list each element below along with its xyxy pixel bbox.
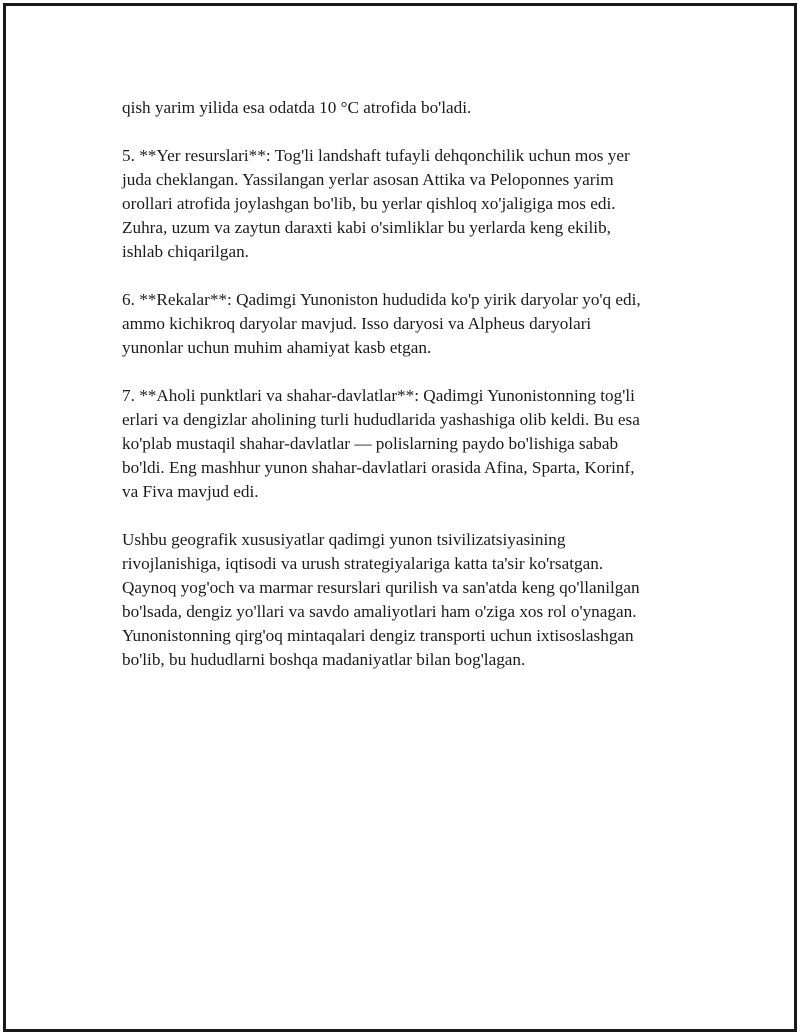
text-line: Qaynoq yog'och va marmar resurslari qurilish va san'atda keng qo'llanilgan [122,578,640,597]
text-line: yunonlar uchun muhim ahamiyat kasb etgan. [122,338,432,357]
paragraph-climate-continuation [122,96,694,120]
paragraph-conclusion [122,528,694,672]
text-line: ammo kichikroq daryolar mavjud. Isso daryosi va Alpheus daryolari [122,314,592,333]
text-line: bo'lsada, dengiz yo'llari va savdo amaliyotlari ham o'ziga xos rol o'ynagan. [122,602,637,621]
text-line: Yunonistonning qirg'oq mintaqalari dengiz transporti uchun ixtisoslashgan [122,626,634,645]
text-line: Ushbu geografik xususiyatlar qadimgi yunon tsivilizatsiyasining [122,530,566,549]
text-line: bo'ldi. Eng mashhur yunon shahar-davlatlari orasida Afina, Sparta, Korinf, [122,458,635,477]
paragraph-land-resources [122,144,694,264]
text-line: va Fiva mavjud edi. [122,482,259,501]
text-line: Zuhra, uzum va zaytun daraxti kabi o'simliklar bu yerlarda keng ekilib, [122,218,611,237]
text-line: 5. **Yer resurslari**: Tog'li landshaft tufayli dehqonchilik uchun mos yer [122,146,630,165]
text-line: 7. **Aholi punktlari va shahar-davlatlar**: Qadimgi Yunonistonning tog'li [122,386,635,405]
text-line: qish yarim yilida esa odatda 10 °C atrofida bo'ladi. [122,98,472,117]
text-line: bo'lib, bu hududlarni boshqa madaniyatlar bilan bog'lagan. [122,650,526,669]
text-line: ko'plab mustaqil shahar-davlatlar — polislarning paydo bo'lishiga sabab [122,434,619,453]
paragraph-settlements [122,384,694,504]
document-body [122,96,694,696]
text-line: ishlab chiqarilgan. [122,242,249,261]
text-line: 6. **Rekalar**: Qadimgi Yunoniston hududida ko'p yirik daryolar yo'q edi, [122,290,641,309]
text-line: juda cheklangan. Yassilangan yerlar asosan Attika va Peloponnes yarim [122,170,614,189]
text-line: rivojlanishiga, iqtisodi va urush strategiyalariga katta ta'sir ko'rsatgan. [122,554,604,573]
page-frame [3,3,797,1032]
text-line: orollari atrofida joylashgan bo'lib, bu yerlar qishloq xo'jaligiga mos edi. [122,194,616,213]
text-line: erlari va dengizlar aholining turli hududlarida yashashiga olib keldi. Bu esa [122,410,640,429]
paragraph-rivers [122,288,694,360]
